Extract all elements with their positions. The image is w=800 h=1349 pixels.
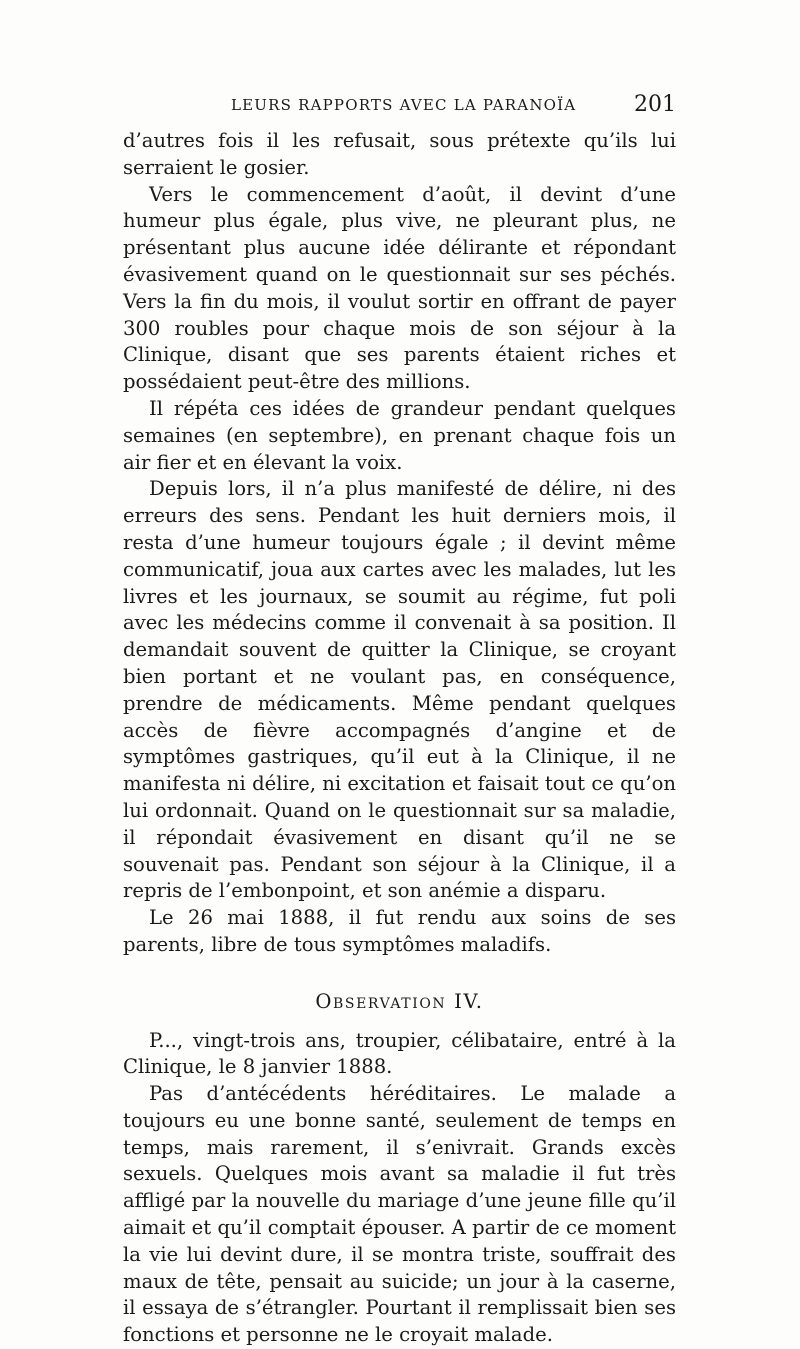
paragraph: d’autres fois il les refusait, sous prétexte qu’ils lui serraient le gosier.: [123, 129, 676, 179]
paragraph: P..., vingt-trois ans, troupier, célibataire, entré à la Clinique, le 8 janvier 1888.: [123, 1028, 676, 1079]
paragraph: Pas d’antécédents héréditaires. Le malade a toujours eu une bonne santé, seulement de temps en temps, mais rarement, il s’enivrait. Grands excès sexuels. Quelques mois avant sa maladie il fut très affligé par la nouvelle du mariage d’une jeune fille qu’il aimait et qu’il comptait épouser. A partir de ce moment la vie lui devint dure, il se montra triste, souffrait des maux de tête, pensait au suicide; un jour à la caserne, il essaya de s’étrangler. Pourtant il remplissait bien ses fonctions et personne ne le croyait malade.: [123, 1082, 676, 1347]
page-number: 201: [634, 92, 676, 117]
section-heading: Observation IV.: [315, 989, 484, 1013]
body-text: [123, 128, 676, 1349]
paragraph: Il répéta ces idées de grandeur pendant quelques semaines (en septembre), en prenant chaque fois un air fier et en élevant la voix.: [123, 396, 676, 474]
book-page: [123, 94, 676, 1349]
paragraph: Le 26 mai 1888, il fut rendu aux soins de ses parents, libre de tous symptômes maladifs.: [123, 906, 676, 956]
running-title: LEURS RAPPORTS AVEC LA PARANOÏA: [231, 96, 577, 114]
paragraph: Depuis lors, il n’a plus manifesté de délire, ni des erreurs des sens. Pendant les huit derniers mois, il resta d’une humeur toujours égale ; il devint même communicatif, joua aux cartes avec les malades, lut les livres et les journaux, se soumit au régime, fut poli avec les médecins comme il convenait à sa position. Il demandait souvent de quitter la Clinique, se croyant bien portant et ne voulant pas, en conséquence, prendre de médicaments. Même pendant quelques accès de fièvre accompagnés d’angine et de symptômes gastriques, qu’il eut à la Clinique, il ne manifesta ni délire, ni excitation et faisait tout ce qu’on lui ordonnait. Quand on le questionnait sur sa maladie, il répondait évasivement en disant qu’il ne se souvenait pas. Pendant son séjour à la Clinique, il a repris de l’embonpoint, et son anémie a disparu.: [123, 477, 676, 903]
paragraph: Vers le commencement d’août, il devint d’une humeur plus égale, plus vive, ne pleurant plus, ne présentant plus aucune idée délirante et répondant évasivement quand on le questionnait sur ses péchés. Vers la fin du mois, il voulut sortir en offrant de payer 300 roubles pour chaque mois de son séjour à la Clinique, disant que ses parents étaient riches et possédaient peut-être des millions.: [123, 182, 676, 394]
running-head: [123, 94, 676, 128]
